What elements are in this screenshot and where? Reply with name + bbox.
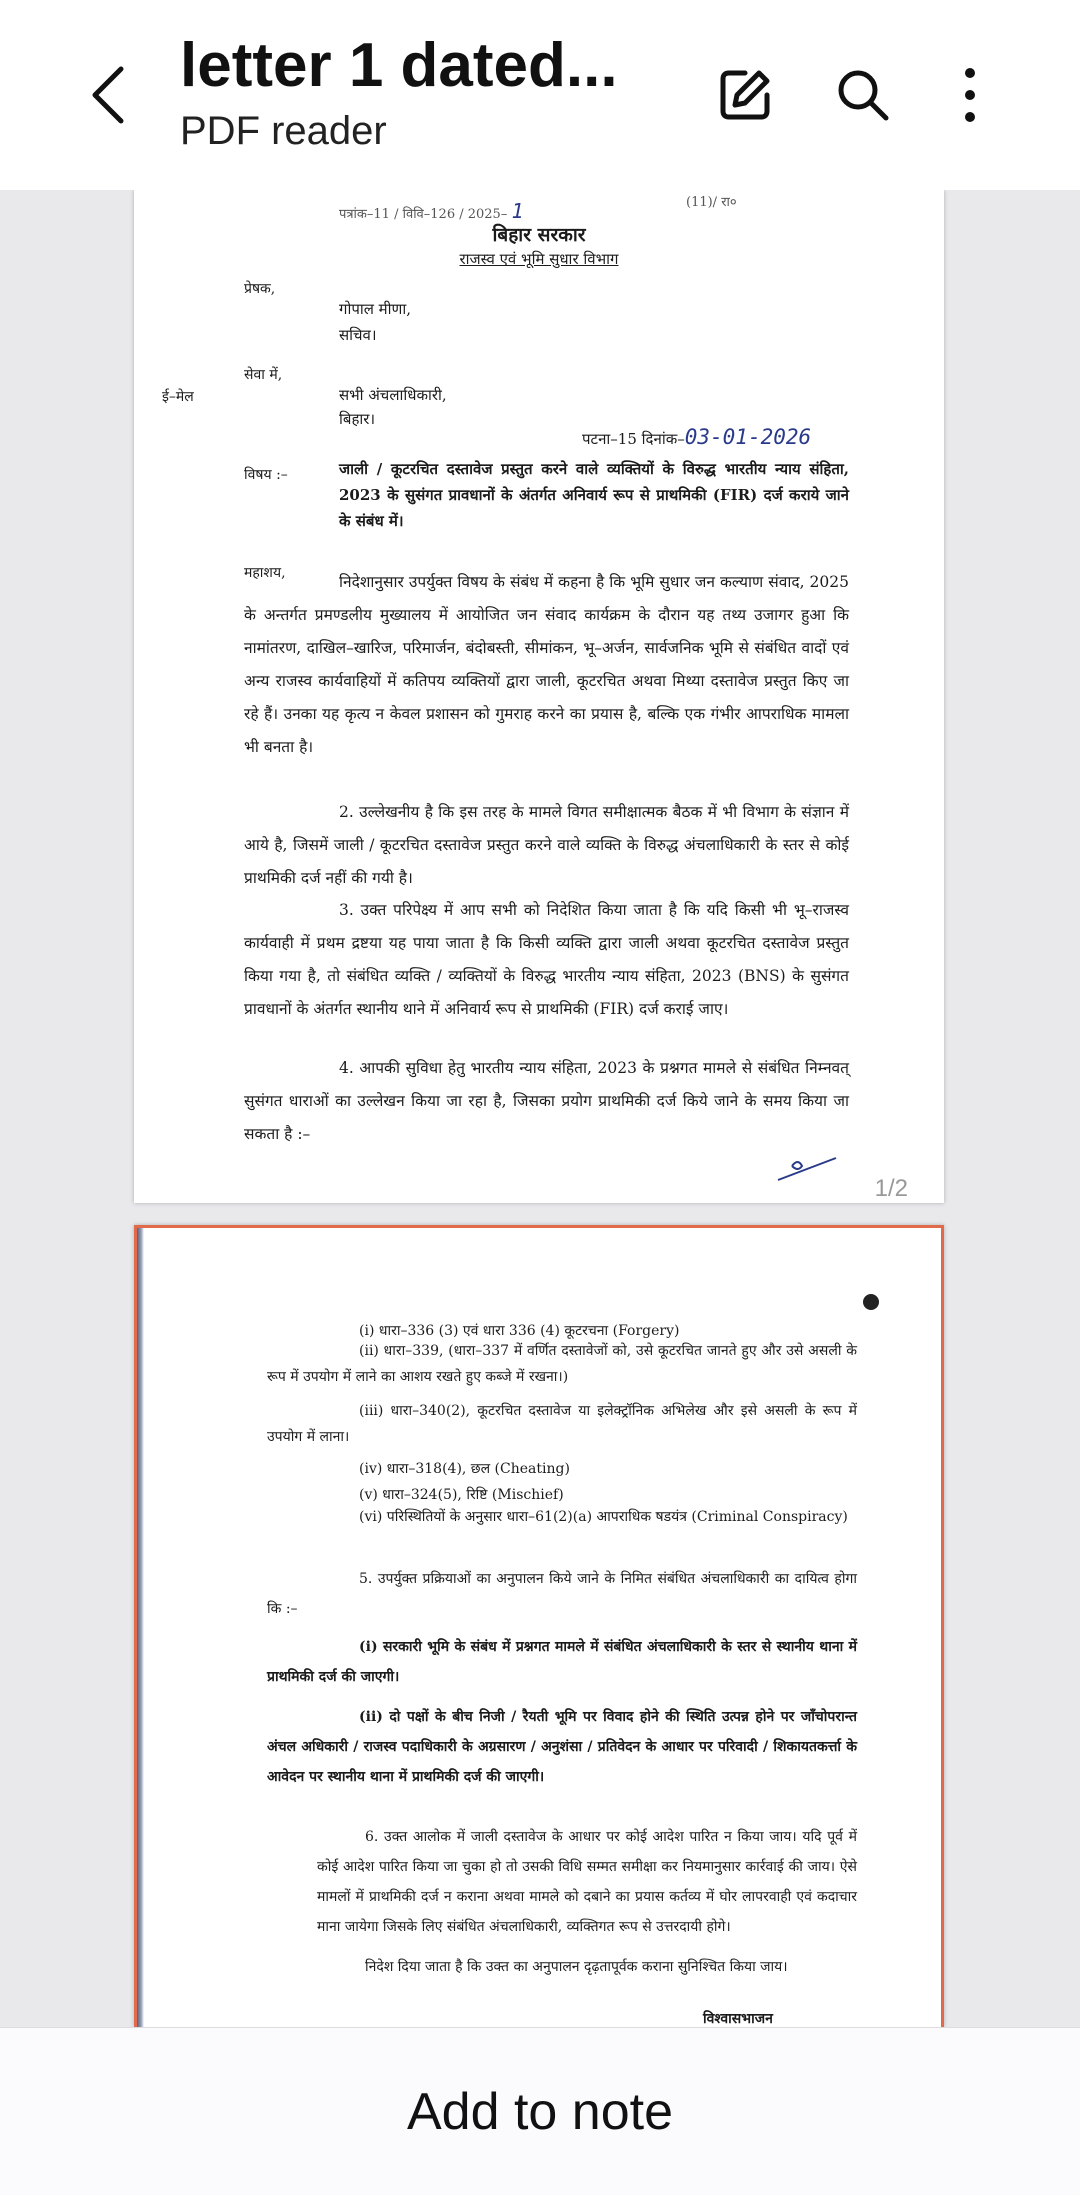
email-label: ई–मेल: [162, 389, 194, 405]
paragraph-6: 6. उक्त आलोक में जाली दस्तावेज के आधार पर कोई आदेश पारित न किया जाय। यदि पूर्व में कोई आदेश पारित किया जा चुका हो तो उसकी विधि सम्मत समीक्षा कर नियमानुसार कार्रवाई की जाय। ऐसे मामलों में प्राथमिकी दर्ज न कराना अथवा मामले को दबाने का प्रयास कर्तव्य में घोर लापरवाही एवं कदाचार माना जायेगा जिसके लिए संबंधित अंचलाधिकारी, व्यक्तिगत रूप से उत्तरदायी होगे।: [317, 1829, 857, 1935]
section-item-6: (vi) परिस्थितियों के अनुसार धारा–61(2)(a) आपराधिक षडयंत्र (Criminal Conspiracy): [359, 1509, 848, 1525]
date-line: [582, 426, 811, 450]
duty-item-1: (i) सरकारी भूमि के संबंध में प्रश्नगत मामले में संबंधित अंचलाधिकारी के स्तर से स्थानीय थाना में प्राथमिकी दर्ज की जाएगी।: [267, 1639, 857, 1685]
punch-hole: [863, 1294, 879, 1310]
title-block: [180, 28, 700, 156]
reference-handwritten: 1: [511, 199, 524, 223]
reference-line: पत्रांक–11 / विवि–126 / 2025–: [339, 207, 508, 222]
app-subtitle: PDF reader: [180, 109, 387, 153]
department-heading: राजस्व एवं भूमि सुधार विभाग: [459, 250, 619, 268]
section-item-1: (i) धारा–336 (3) एवं धारा 336 (4) कूटरचना (Forgery): [359, 1323, 680, 1339]
reference-number: [339, 200, 524, 226]
app-bar: [0, 0, 1080, 191]
scan-edge: [137, 1228, 144, 2027]
search-icon: [833, 65, 893, 125]
search-button[interactable]: [818, 50, 908, 140]
top-right-mark: (11)/ रा०: [686, 195, 737, 210]
paragraph-3: 3. उक्त परिपेक्ष्य में आप सभी को निदेशित किया जाता है कि यदि किसी भी भू–राजस्व कार्यवाही में प्रथम द्रष्टया यह पाया जाता है कि किसी व्यक्ति द्वारा जाली अथवा कूटरचित दस्तावेज प्रस्तुत किया गया है, तो संबंधित व्यक्ति / व्यक्तियों के विरुद्ध भारतीय न्याय संहिता, 2023 (BNS) के सुसंगत प्रावधानों के अंतर्गत स्थानीय थाने में अनिवार्य रूप से प्राथमिकी (FIR) दर्ज कराई जाए।: [244, 901, 849, 1018]
paragraph-2: 2. उल्लेखनीय है कि इस तरह के मामले विगत समीक्षात्मक बैठक में भी विभाग के संज्ञान में आये है, जिसमें जाली / कूटरचित दस्तावेज प्रस्तुत करने वाले व्यक्ति के विरुद्ध अंचलाधिकारी के स्तर से कोई प्राथमिकी दर्ज नहीं की गयी है।: [244, 803, 849, 887]
sender-label: प्रेषक,: [244, 281, 276, 297]
government-heading: बिहार सरकार: [492, 224, 586, 246]
section-item-2: (ii) धारा–339, (धारा–337 में वर्णित दस्तावेजों को, उसे कूटरचित जानते हुए और उसे असली के रूप में उपयोग में लाने का आशय रखते हुए कब्जे में रखना।): [267, 1343, 857, 1385]
salutation: महाशय,: [244, 565, 286, 581]
more-vertical-icon: [960, 65, 980, 125]
closing-text: विश्वासभाजन: [703, 2011, 773, 2027]
initials-mark: [774, 1150, 844, 1186]
back-arrow-icon: [87, 63, 127, 127]
recipient-name: सभी अंचलाधिकारी,: [339, 386, 447, 404]
to-label: सेवा में,: [244, 367, 283, 383]
back-button[interactable]: [62, 50, 152, 140]
paragraph-7: निदेश दिया जाता है कि उक्त का अनुपालन दृढ़तापूर्वक कराना सुनिश्चित किया जाय।: [365, 1959, 788, 1975]
document-title: letter 1 dated...: [180, 31, 618, 100]
bottom-bar: [0, 2027, 1080, 2195]
page-number-badge: 1/2: [874, 1175, 908, 1202]
date-handwritten: 03-01-2026: [684, 425, 812, 449]
add-to-note-button[interactable]: Add to note: [407, 2082, 673, 2141]
paragraph-4: 4. आपकी सुविधा हेतु भारतीय न्याय संहिता, 2023 के प्रश्नगत मामले से संबंधित निम्नवत् सुसंगत धाराओं का उल्लेखन किया जा रहा है, जिसका प्रयोग प्राथमिकी दर्ज किये जाने के समय किया जा सकता है :–: [244, 1059, 849, 1143]
date-label: पटना–15 दिनांक–: [582, 430, 685, 448]
duty-item-2: (ii) दो पक्षों के बीच निजी / रैयती भूमि पर विवाद होने की स्थिति उत्पन्न होने पर जाँचोपरान्त अंचल अधिकारी / राजस्व पदाधिकारी के अग्रसारण / अनुशंसा / प्रतिवेदन के आधार पर परिवादी / शिकायतकर्त्ता के आवेदन पर स्थानीय थाना में प्राथमिकी दर्ज की जाएगी।: [267, 1709, 857, 1785]
section-item-5: (v) धारा–324(5), रिष्टि (Mischief): [359, 1487, 564, 1503]
paragraph-5: 5. उपर्युक्त प्रक्रियाओं का अनुपालन किये जाने के निमित संबंधित अंचलाधिकारी का दायित्व होगा कि :–: [267, 1571, 857, 1617]
section-item-3: (iii) धारा–340(2), कूटरचित दस्तावेज या इलेक्ट्रॉनिक अभिलेख और इसे असली के रूप में उपयोग में लाना।: [267, 1403, 857, 1445]
sender-title: सचिव।: [339, 326, 377, 344]
edit-icon: [715, 65, 775, 125]
paragraph-1: निदेशानुसार उपर्युक्त विषय के संबंध में कहना है कि भूमि सुधार जन कल्याण संवाद, 2025 के अन्तर्गत प्रमण्डलीय मुख्यालय में आयोजित जन संवाद कार्यक्रम के दौरान यह तथ्य उजागर हुआ कि नामांतरण, दाखिल–खारिज, परिमार्जन, बंदोबस्ती, सीमांकन, भू–अर्जन, सार्वजनिक भूमि से संबंधित वादों एवं अन्य राजस्व कार्यवाहियों में कतिपय व्यक्तियों द्वारा जाली, कूटरचित अथवा मिथ्या दस्तावेज प्रस्तुत किए जा रहे हैं। उनका यह कृत्य न केवल प्रशासन को गुमराह करने का प्रयास है, बल्कि एक गंभीर आपराधिक मामला भी बनता है।: [244, 573, 849, 756]
more-options-button[interactable]: [925, 50, 1015, 140]
pdf-page-1[interactable]: [134, 190, 944, 1203]
section-item-4: (iv) धारा–318(4), छल (Cheating): [359, 1461, 570, 1477]
pdf-viewer[interactable]: [0, 190, 1080, 2027]
sender-name: गोपाल मीणा,: [339, 300, 412, 318]
subject-label: विषय :–: [244, 467, 288, 483]
edit-button[interactable]: [700, 50, 790, 140]
pdf-page-2[interactable]: [134, 1225, 944, 2027]
subject-text: जाली / कूटरचित दस्तावेज प्रस्तुत करने वाले व्यक्तियों के विरुद्ध भारतीय न्याय संहिता, 2023 के सुसंगत प्रावधानों के अंतर्गत अनिवार्य रूप से प्राथमिकी (FIR) दर्ज कराये जाने के संबंध में।: [339, 460, 849, 530]
recipient-place: बिहार।: [339, 410, 376, 428]
